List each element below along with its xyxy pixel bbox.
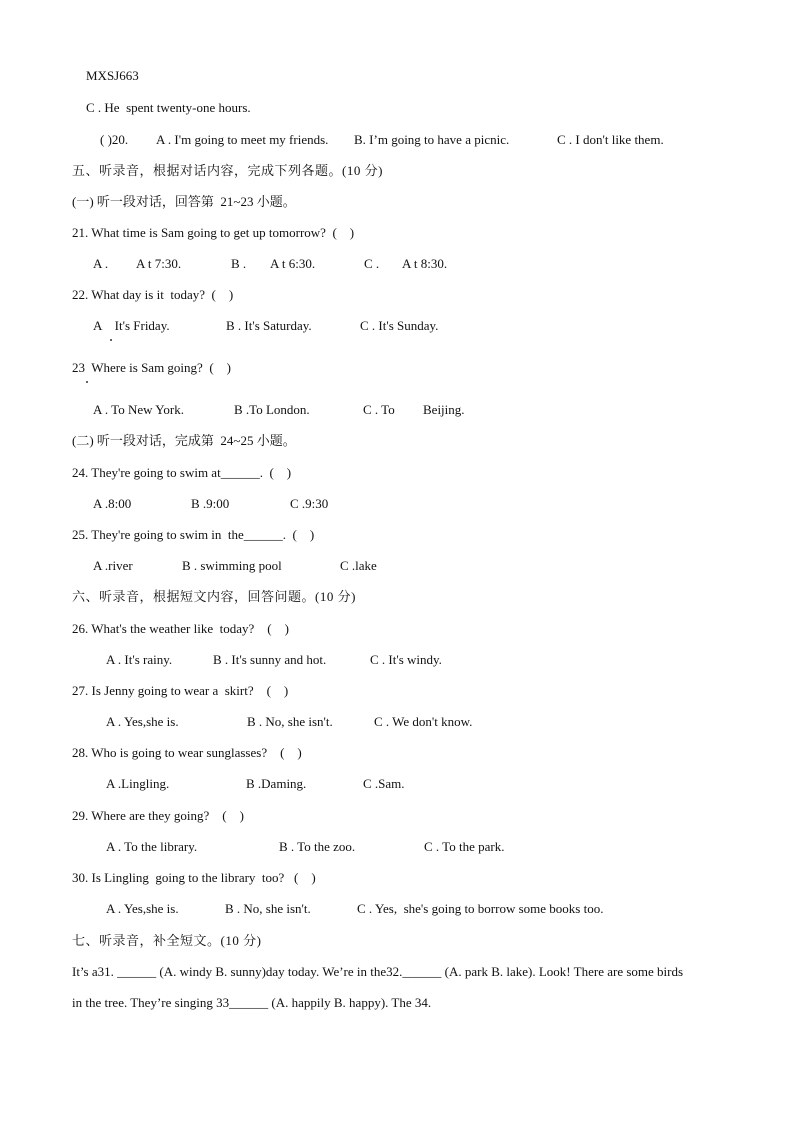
q21-option-c-text: A t 8:30. <box>402 256 448 271</box>
q24-option-a: A .8:00 <box>93 496 132 511</box>
q21-question: 21. What time is Sam going to get up tomorrow? ( ) <box>72 225 355 240</box>
q25-question: 25. They're going to swim in the______. ( ) <box>72 527 315 542</box>
section5-part2-title: (二) 听一段对话，完成第 24~25 小题。 <box>72 433 296 448</box>
section5-part1-title: (一) 听一段对话，回答第 21~23 小题。 <box>72 194 296 209</box>
q20-number: ( )20. <box>100 132 129 147</box>
q21-option-b-label: B . <box>231 256 247 271</box>
q26-question: 26. What's the weather like today? ( ) <box>72 621 289 636</box>
q23-option-c-text: Beijing. <box>423 402 465 417</box>
q22-question: 22. What day is it today? ( ) <box>72 287 234 302</box>
q29-option-a: A . To the library. <box>106 839 198 854</box>
q25-option-b: B . swimming pool <box>182 558 282 573</box>
q28-option-c: C .Sam. <box>363 776 405 791</box>
section7-paragraph-line2: in the tree. They’re singing 33______ (A. happily B. happy). The 34. <box>72 995 432 1010</box>
q30-option-c: C . Yes, she's going to borrow some books too. <box>357 901 604 916</box>
q29-option-c: C . To the park. <box>424 839 505 854</box>
section5-title: 五、听录音，根据对话内容，完成下列各题。(10 分) <box>72 163 383 178</box>
q24-option-c: C .9:30 <box>290 496 329 511</box>
header-code: MXSJ663 <box>86 68 139 83</box>
stray-dot <box>110 339 112 341</box>
q21-option-c-label: C . <box>364 256 380 271</box>
q21-option-b-text: A t 6:30. <box>270 256 316 271</box>
q28-option-b: B .Daming. <box>246 776 307 791</box>
q30-option-a: A . Yes,she is. <box>106 901 179 916</box>
q26-option-c: C . It's windy. <box>370 652 442 667</box>
q23-option-a: A . To New York. <box>93 402 184 417</box>
q25-option-a: A .river <box>93 558 133 573</box>
q20-option-a: A . I'm going to meet my friends. <box>156 132 329 147</box>
q21-option-a-text: A t 7:30. <box>136 256 182 271</box>
q25-option-c: C .lake <box>340 558 377 573</box>
q22-option-a: A It's Friday. <box>93 318 170 333</box>
q30-question: 30. Is Lingling going to the library too? ( ) <box>72 870 316 885</box>
q19-option-c: C . He spent twenty-one hours. <box>86 100 251 115</box>
q23-option-c-label: C . To <box>363 402 395 417</box>
q20-option-c: C . I don't like them. <box>557 132 664 147</box>
q30-option-b: B . No, she isn't. <box>225 901 311 916</box>
q27-question: 27. Is Jenny going to wear a skirt? ( ) <box>72 683 289 698</box>
q27-option-c: C . We don't know. <box>374 714 473 729</box>
q20-option-b: B. I’m going to have a picnic. <box>354 132 510 147</box>
section7-paragraph-line1: It’s a31. ______ (A. windy B. sunny)day today. We’re in the32.______ (A. park B. lake). Look! There are some birds <box>72 964 684 979</box>
q27-option-a: A . Yes,she is. <box>106 714 179 729</box>
q28-question: 28. Who is going to wear sunglasses? ( ) <box>72 745 302 760</box>
q26-option-a: A . It's rainy. <box>106 652 173 667</box>
q21-option-a-label: A . <box>93 256 109 271</box>
q23-question: 23 Where is Sam going? ( ) <box>72 360 231 375</box>
q23-option-b: B .To London. <box>234 402 310 417</box>
q22-option-c: C . It's Sunday. <box>360 318 439 333</box>
stray-dot <box>86 381 88 383</box>
q26-option-b: B . It's sunny and hot. <box>213 652 327 667</box>
q28-option-a: A .Lingling. <box>106 776 170 791</box>
section7-title: 七、听录音，补全短文。(10 分) <box>72 933 262 948</box>
q29-question: 29. Where are they going? ( ) <box>72 808 244 823</box>
q22-option-b: B . It's Saturday. <box>226 318 312 333</box>
section6-title: 六、听录音，根据短文内容，回答问题。(10 分) <box>72 589 356 604</box>
q29-option-b: B . To the zoo. <box>279 839 356 854</box>
q27-option-b: B . No, she isn't. <box>247 714 333 729</box>
q24-option-b: B .9:00 <box>191 496 230 511</box>
q24-question: 24. They're going to swim at______. ( ) <box>72 465 292 480</box>
